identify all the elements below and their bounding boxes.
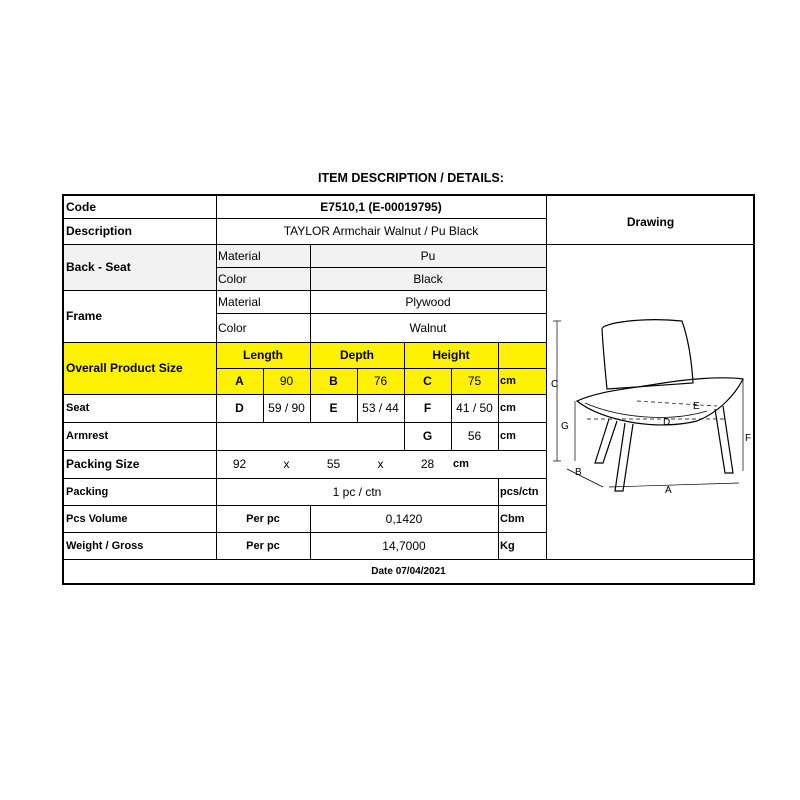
back-seat-color-label: Color <box>218 271 247 286</box>
packing-size-label: Packing Size <box>66 457 140 471</box>
chair-drawing <box>547 251 753 501</box>
overall-unit: cm <box>500 375 516 387</box>
pcs-volume-label: Pcs Volume <box>66 512 128 525</box>
dim-f-key: F <box>423 401 432 415</box>
description-label: Description <box>66 224 133 238</box>
description-value: TAYLOR Armchair Walnut / Pu Black <box>283 224 479 238</box>
height-header: Height <box>432 348 470 362</box>
drawing-label-f: F <box>745 433 752 444</box>
chair-backrest <box>602 320 693 389</box>
page-title: ITEM DESCRIPTION / DETAILS: <box>318 171 504 185</box>
back-seat-material-label: Material <box>218 248 261 263</box>
dim-b-key: B <box>329 374 338 388</box>
pcs-volume-unit: Cbm <box>500 512 525 525</box>
dim-g-value: 56 <box>467 429 482 443</box>
weight-label: Weight / Gross <box>66 539 144 552</box>
frame-material-label: Material <box>218 294 261 309</box>
date-footer: Date 07/04/2021 <box>371 565 446 577</box>
dim-d-key: D <box>235 401 244 415</box>
dim-f-value: 41 / 50 <box>456 401 493 415</box>
back-seat-color: Black <box>413 271 443 286</box>
drawing-label-a: A <box>665 485 672 496</box>
dim-a-key: A <box>235 374 244 388</box>
frame-material: Plywood <box>405 294 451 309</box>
chair-leg-right <box>715 406 733 473</box>
pcs-volume-per: Per pc <box>246 512 280 525</box>
frame-color-label: Color <box>218 320 247 335</box>
depth-header: Depth <box>340 348 374 362</box>
drawing-label-b: B <box>575 467 582 478</box>
dim-e-key: E <box>329 401 338 415</box>
seat-label: Seat <box>66 402 90 414</box>
dim-a-value: 90 <box>279 374 294 388</box>
frame-color: Walnut <box>409 320 447 335</box>
drawing-label-e: E <box>693 401 700 412</box>
weight-per: Per pc <box>246 539 280 552</box>
chair-leg-mid <box>615 423 633 491</box>
drawing-label-c: C <box>551 379 559 390</box>
drawing-label-d: D <box>663 417 671 428</box>
code-label: Code <box>66 200 96 214</box>
dim-b-value: 76 <box>373 374 388 388</box>
drawing-label-g: G <box>561 421 569 432</box>
packing-x2: x <box>377 457 384 471</box>
dim-g-key: G <box>422 429 433 443</box>
back-seat-material: Pu <box>420 248 436 263</box>
weight-value: 14,7000 <box>382 538 426 553</box>
overall-size-label: Overall Product Size <box>66 361 183 375</box>
dim-d-value: 59 / 90 <box>268 401 305 415</box>
drawing-label: Drawing <box>626 215 675 229</box>
code-value: E7510,1 (E-00019795) <box>320 200 442 214</box>
spec-sheet <box>62 194 755 585</box>
length-header: Length <box>243 348 283 362</box>
armrest-unit: cm <box>500 430 516 442</box>
packing-x1: x <box>283 457 290 471</box>
dim-c-value: 75 <box>467 374 482 388</box>
back-seat-label: Back - Seat <box>66 260 131 274</box>
packing-unit: pcs/ctn <box>500 485 539 498</box>
packing-label: Packing <box>66 485 109 498</box>
armrest-label: Armrest <box>66 430 109 442</box>
weight-unit: Kg <box>500 539 515 552</box>
packing-width: 55 <box>326 457 341 471</box>
packing-length: 92 <box>232 457 247 471</box>
dim-e-value: 53 / 44 <box>362 401 399 415</box>
pcs-volume-value: 0,1420 <box>385 511 423 526</box>
dim-c-key: C <box>423 374 432 388</box>
packing-height: 28 <box>420 457 435 471</box>
frame-label: Frame <box>66 309 103 323</box>
packing-value: 1 pc / ctn <box>332 484 382 499</box>
chair-leg-left <box>595 419 617 463</box>
packing-size-unit: cm <box>453 458 469 470</box>
seat-unit: cm <box>500 402 516 414</box>
